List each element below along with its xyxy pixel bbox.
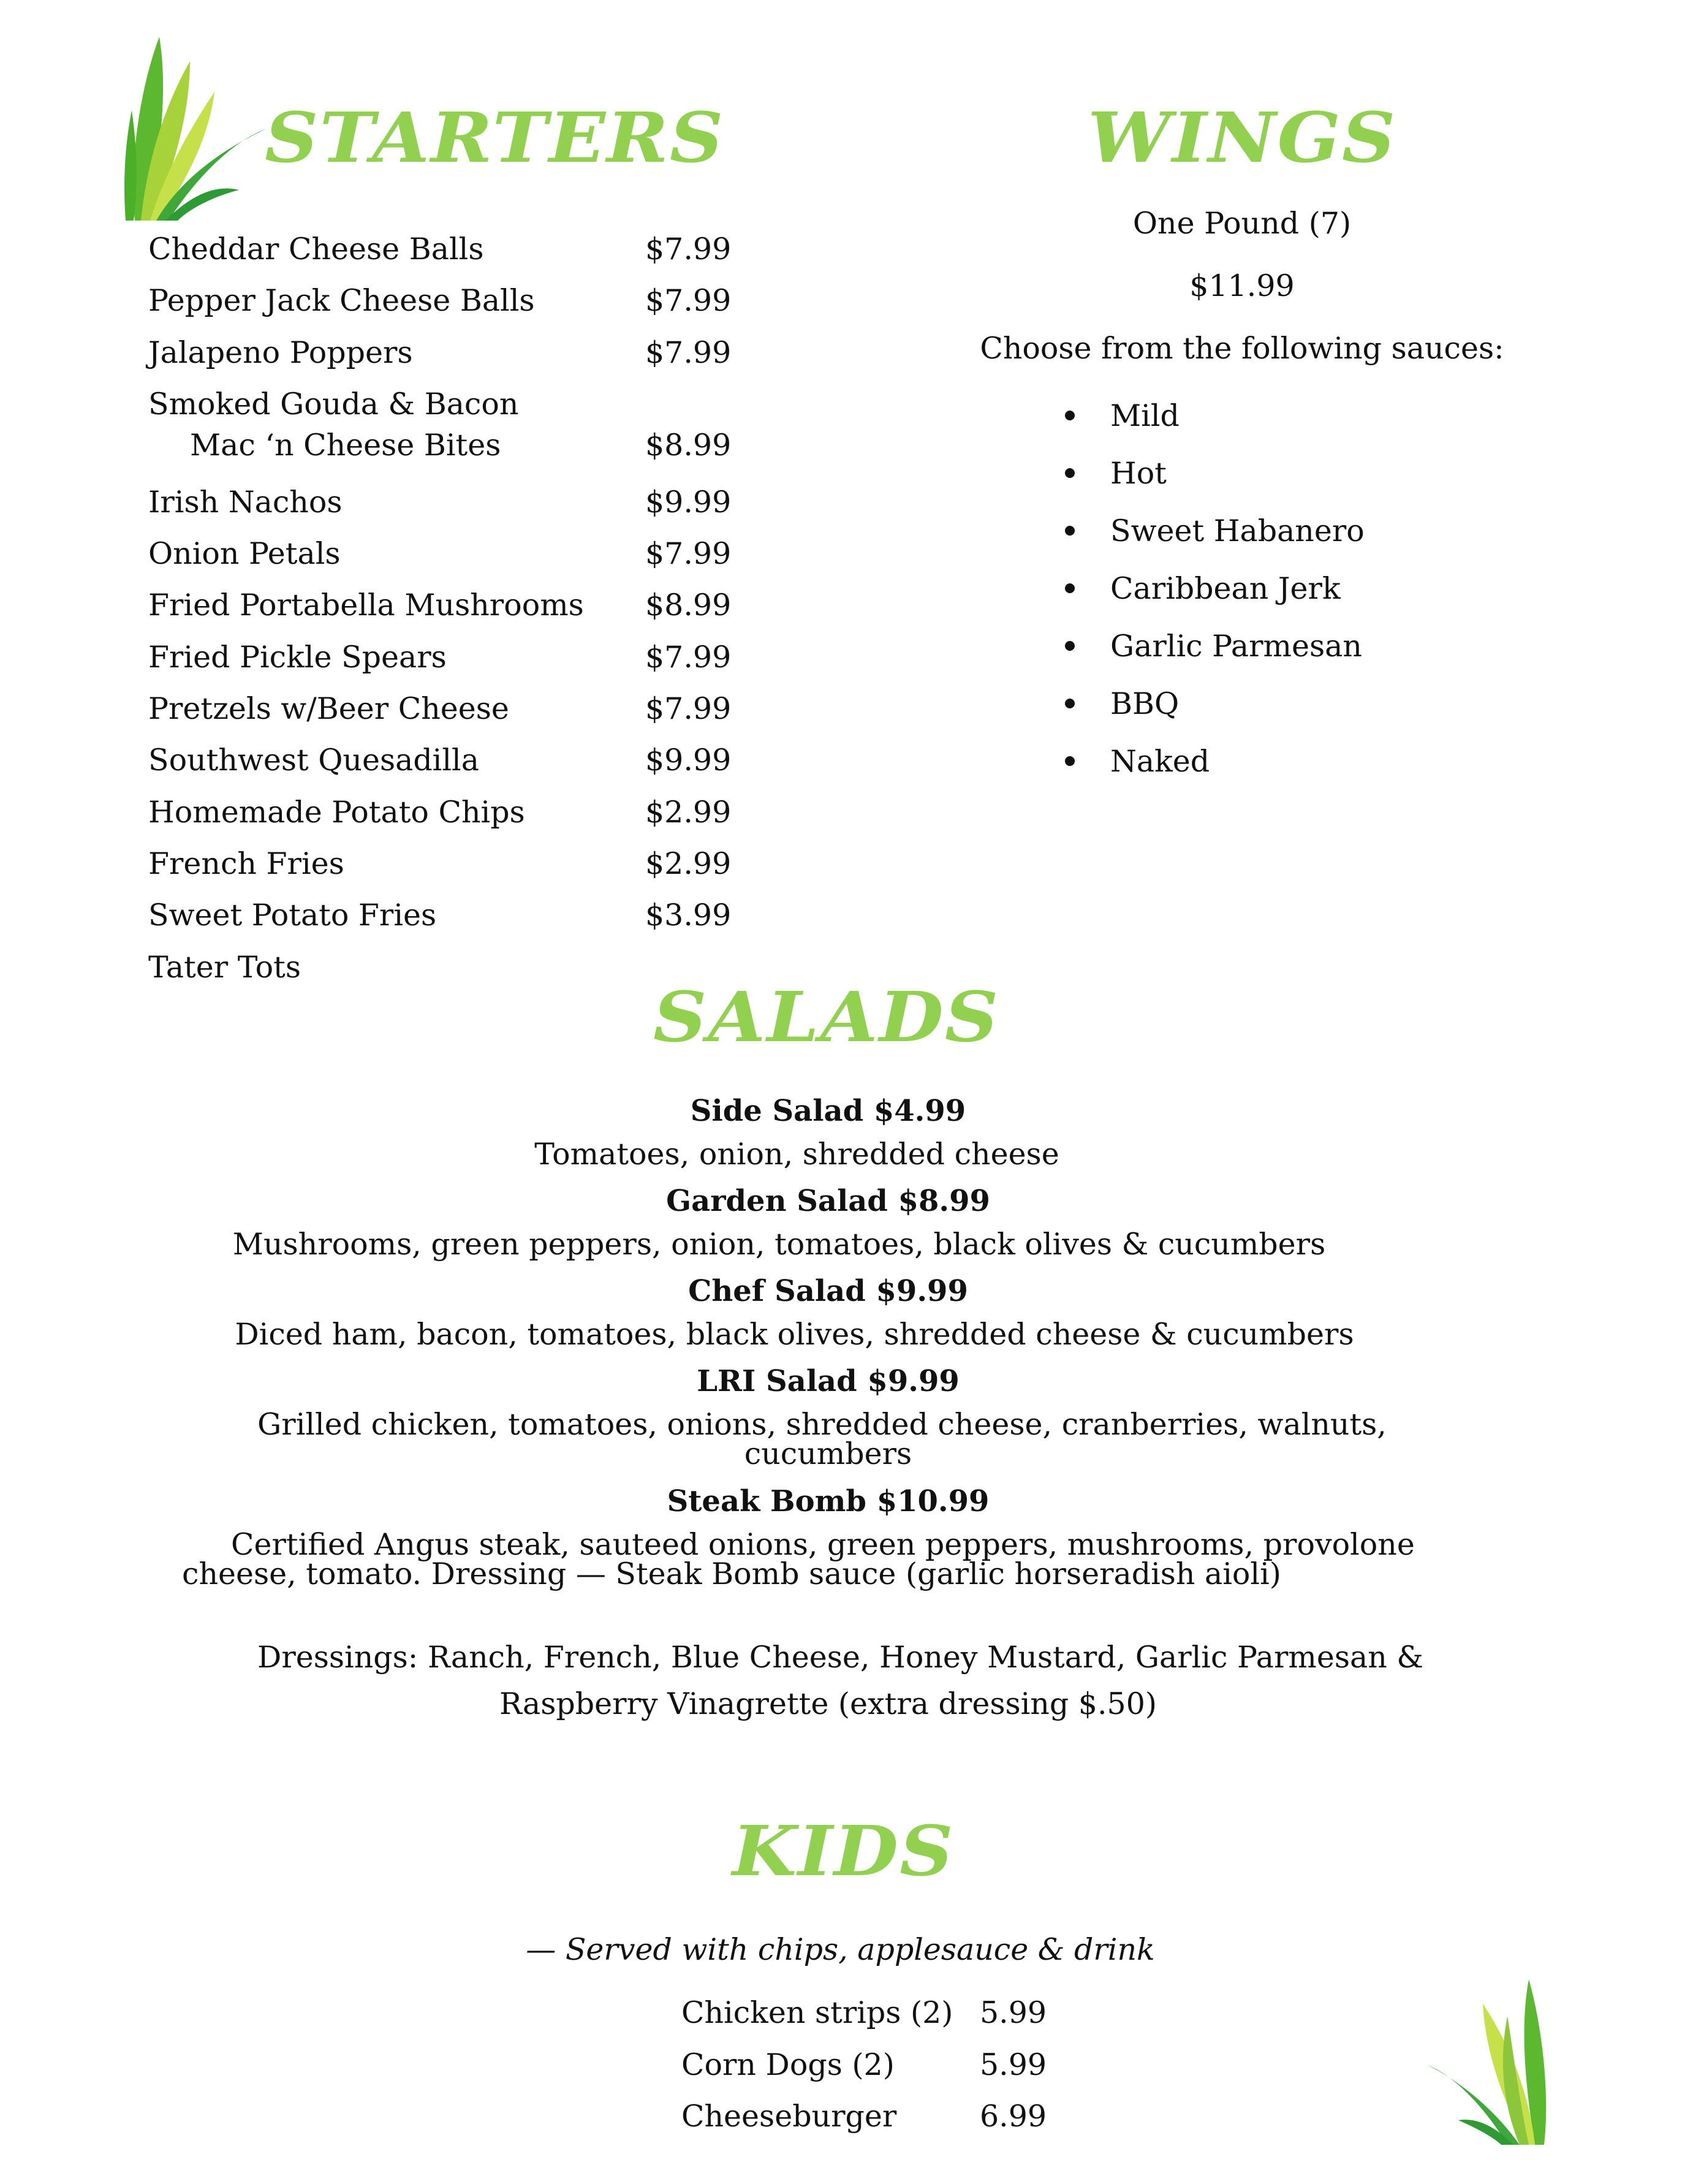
starters-heading: STARTERS (265, 98, 725, 178)
wings-sauce-prompt: Choose from the following sauces: (980, 331, 1504, 366)
salad-description: Tomatoes, onion, shredded cheese (534, 1137, 1059, 1172)
salad-title: Chef Salad $9.99 (688, 1274, 968, 1308)
salad-description: Mushrooms, green peppers, onion, tomatoes, black olives & cucumbers (232, 1227, 1326, 1262)
sauce-item: Garlic Parmesan (1110, 629, 1362, 664)
kids-item-name: Chicken strips (2) (681, 1995, 953, 2030)
salad-description-line2: cucumbers (744, 1436, 912, 1471)
kids-item-name: Corn Dogs (2) (681, 2047, 895, 2082)
sauce-item: Sweet Habanero (1110, 514, 1365, 548)
starter-item-name: Homemade Potato Chips (148, 795, 525, 830)
bullet-icon (1065, 411, 1075, 420)
bullet-icon (1065, 468, 1075, 478)
starter-item-name: Cheddar Cheese Balls (148, 232, 484, 267)
kids-item-price: 5.99 (980, 2047, 1047, 2082)
starter-item-price: $9.99 (645, 743, 732, 778)
dressings-line: Dressings: Ranch, French, Blue Cheese, Honey Mustard, Garlic Parmesan & (257, 1640, 1423, 1675)
starter-item-name: Southwest Quesadilla (148, 743, 479, 778)
starter-item-price: $3.99 (645, 898, 732, 933)
starter-item-price: $7.99 (645, 335, 732, 370)
sauce-item: BBQ (1110, 686, 1180, 721)
kids-item-price: 5.99 (980, 1995, 1047, 2030)
bullet-icon (1065, 583, 1075, 593)
starter-item-price: $7.99 (645, 536, 732, 571)
salad-description: Diced ham, bacon, tomatoes, black olives, shredded cheese & cucumbers (235, 1317, 1354, 1352)
salad-description: Certified Angus steak, sauteed onions, green peppers, mushrooms, provolone (231, 1527, 1415, 1562)
starter-item-name-line2: Mac ‘n Cheese Bites (190, 428, 501, 463)
dressings-line: Raspberry Vinagrette (extra dressing $.50) (499, 1686, 1157, 1721)
starter-item-name: Pepper Jack Cheese Balls (148, 283, 535, 318)
starter-item-price: $7.99 (645, 232, 732, 267)
starter-item-name: Fried Portabella Mushrooms (148, 588, 584, 623)
starter-item-price: $8.99 (645, 588, 732, 623)
plant-leaves-icon (1428, 1979, 1556, 2145)
salad-description-line2: cheese, tomato. Dressing — Steak Bomb sauce (garlic horseradish aioli) (182, 1556, 1281, 1591)
starter-item-price: $7.99 (645, 691, 732, 726)
starter-item-price: $8.99 (645, 428, 732, 463)
starter-item-name: Jalapeno Poppers (148, 335, 413, 370)
starter-item-name: Fried Pickle Spears (148, 640, 447, 675)
bullet-icon (1065, 526, 1075, 536)
starter-item-price: $7.99 (645, 640, 732, 675)
salads-heading: SALADS (653, 977, 1000, 1058)
wings-heading: WINGS (1088, 98, 1397, 178)
salad-title: LRI Salad $9.99 (697, 1364, 960, 1398)
starter-item-name: Onion Petals (148, 536, 341, 571)
salad-title: Garden Salad $8.99 (666, 1184, 990, 1218)
starter-item-price: $2.99 (645, 795, 732, 830)
salad-title: Side Salad $4.99 (690, 1094, 966, 1128)
starter-item-name: Pretzels w/Beer Cheese (148, 691, 509, 726)
salad-title: Steak Bomb $10.99 (667, 1484, 990, 1519)
wings-portion: One Pound (7) (1132, 206, 1352, 241)
starter-item-name: Irish Nachos (148, 485, 343, 520)
kids-heading: KIDS (732, 1811, 955, 1892)
sauce-item: Caribbean Jerk (1110, 571, 1341, 606)
sauce-item: Mild (1110, 398, 1180, 433)
bullet-icon (1065, 699, 1075, 708)
bullet-icon (1065, 756, 1075, 766)
starter-item-name: Tater Tots (148, 950, 301, 985)
starter-item-price: $7.99 (645, 283, 732, 318)
kids-subtitle: — Served with chips, applesauce & drink (526, 1932, 1155, 1967)
wings-price: $11.99 (1189, 268, 1295, 303)
plant-leaves-icon (123, 37, 270, 221)
starter-item-name: Sweet Potato Fries (148, 898, 437, 933)
bullet-icon (1065, 641, 1075, 651)
kids-item-name: Cheeseburger (681, 2099, 897, 2134)
sauce-item: Naked (1110, 744, 1210, 779)
starter-item-name: Smoked Gouda & Bacon (148, 387, 519, 422)
starter-item-price: $9.99 (645, 485, 732, 520)
salad-description: Grilled chicken, tomatoes, onions, shredded cheese, cranberries, walnuts, (257, 1407, 1387, 1442)
sauce-item: Hot (1110, 456, 1167, 491)
starter-item-price: $2.99 (645, 846, 732, 881)
starter-item-name: French Fries (148, 846, 344, 881)
kids-item-price: 6.99 (980, 2099, 1047, 2134)
